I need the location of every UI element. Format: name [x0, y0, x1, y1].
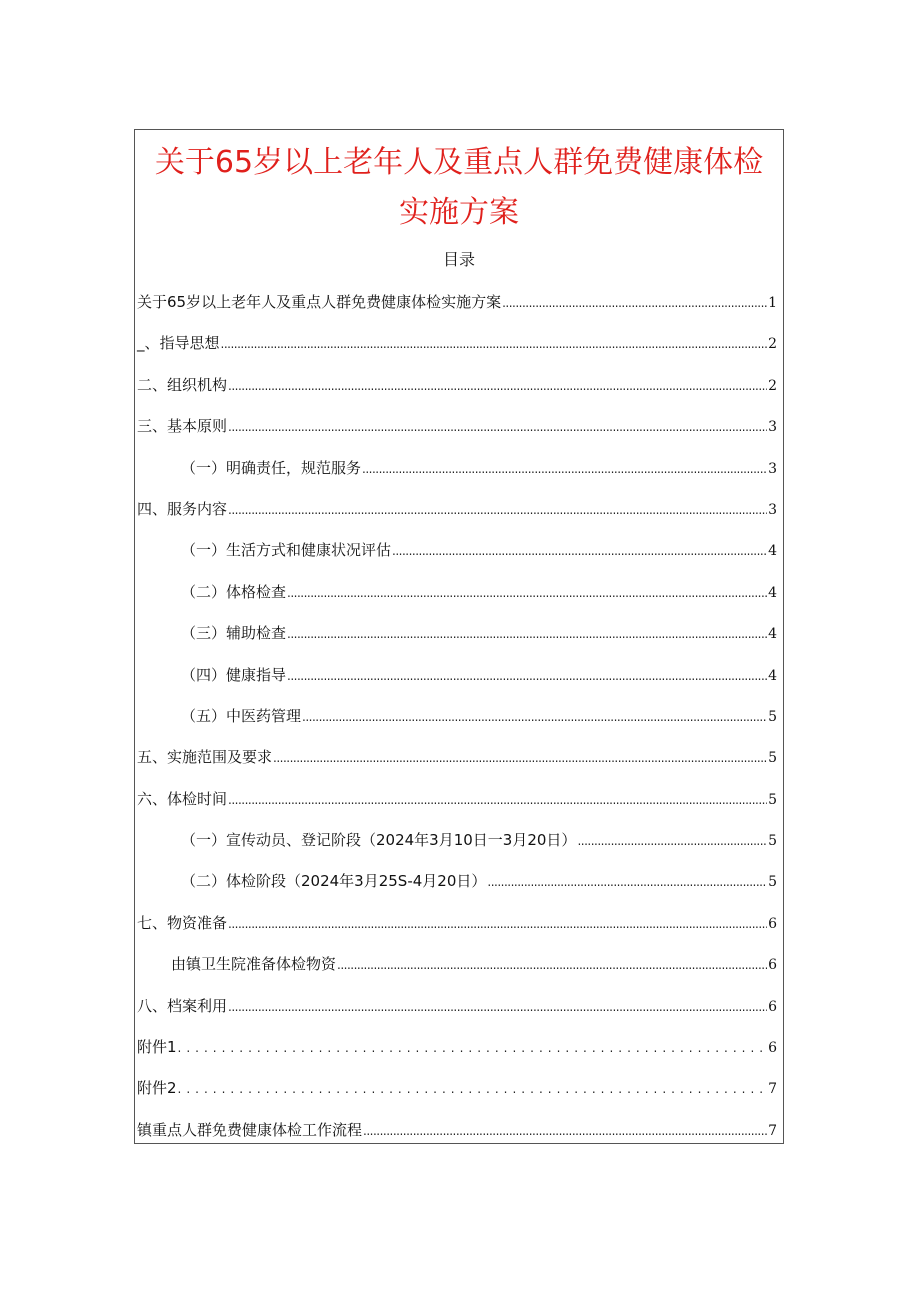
toc-entry-page: 5	[768, 708, 777, 725]
toc-entry-text: 七、物资准备	[137, 913, 228, 932]
toc-entry-text: （三）辅助检查	[181, 624, 287, 643]
toc-entry-text: 三、基本原则	[137, 417, 228, 436]
toc-entry-text: （二）体格检查	[181, 582, 287, 601]
toc-entry-page: 5	[768, 874, 777, 891]
title-line-2: 实施方案	[399, 195, 519, 230]
toc-entry-page: 5	[768, 750, 777, 767]
toc-entry-text: 关于65岁以上老年人及重点人群免费健康体检实施方案	[137, 293, 502, 311]
toc-subentry[interactable]	[135, 458, 783, 499]
toc-entry[interactable]	[135, 333, 783, 374]
toc-subentry[interactable]	[135, 540, 783, 581]
toc-entry-page: 7	[768, 1122, 777, 1139]
toc-entry-page: 3	[768, 419, 777, 436]
toc-entry[interactable]	[135, 996, 783, 1037]
toc-subentry[interactable]	[135, 623, 783, 664]
toc-dot-leader	[273, 748, 767, 768]
toc-entry[interactable]	[135, 1078, 783, 1119]
toc-entry[interactable]	[135, 375, 783, 416]
toc-entry-text: 八、档案利用	[137, 996, 228, 1015]
table-of-contents	[135, 292, 783, 1161]
toc-dot-leader	[178, 1079, 768, 1099]
toc-entry-page: 4	[768, 543, 777, 560]
toc-entry-page: 6	[768, 915, 777, 932]
title-line-1: 关于65岁以上老年人及重点人群免费健康体检	[154, 145, 764, 180]
toc-entry-page: 6	[768, 957, 777, 974]
toc-entry-page: 3	[768, 460, 777, 477]
document-title	[135, 138, 783, 238]
toc-entry-page: 6	[768, 1040, 777, 1057]
toc-entry-text: 二、组织机构	[137, 375, 228, 394]
toc-dot-leader	[228, 417, 767, 437]
toc-entry-text: （二）体检阶段（2024年3月25S-4月20日）	[181, 872, 487, 891]
toc-entry-page: 2	[768, 377, 777, 394]
toc-entry-page: 7	[768, 1081, 777, 1098]
toc-entry-text: （一）生活方式和健康状况评估	[181, 541, 392, 560]
toc-entry-page: 6	[768, 998, 777, 1015]
toc-entry-text: （四）健康指导	[181, 665, 287, 684]
toc-dot-leader	[392, 541, 767, 561]
toc-entry-text: 六、体检时间	[137, 789, 228, 808]
toc-entry-page: 4	[768, 626, 777, 643]
toc-dot-leader	[502, 293, 767, 313]
toc-entry-text: 四、服务内容	[137, 499, 228, 518]
toc-dot-leader	[287, 624, 767, 644]
toc-dot-leader	[337, 955, 767, 975]
toc-entry-page: 4	[768, 667, 777, 684]
toc-dot-leader	[577, 831, 767, 851]
toc-entry-text: （一）宣传动员、登记阶段（2024年3月10日一3月20日）	[181, 831, 577, 850]
toc-dot-leader	[363, 1121, 767, 1141]
toc-entry-text: 镇重点人群免费健康体检工作流程	[137, 1120, 363, 1139]
toc-entry-text: _、指导思想	[137, 334, 220, 353]
toc-entry-page: 2	[768, 336, 777, 353]
toc-entry-page: 5	[768, 833, 777, 850]
toc-entry[interactable]	[135, 1120, 783, 1161]
toc-entry-text: （五）中医药管理	[181, 706, 302, 725]
toc-entry-text: 附件1	[137, 1038, 177, 1057]
toc-entry[interactable]	[135, 416, 783, 457]
toc-entry-text: 附件2	[137, 1079, 177, 1098]
toc-entry-text: 由镇卫生院准备体检物资	[171, 955, 337, 974]
toc-entry-page: 4	[768, 584, 777, 601]
toc-dot-leader	[228, 500, 767, 520]
toc-entry-page: 5	[768, 791, 777, 808]
toc-dot-leader	[228, 790, 767, 810]
toc-heading: 目录	[442, 250, 475, 269]
toc-subentry[interactable]	[135, 871, 783, 912]
toc-dot-leader	[228, 376, 767, 396]
toc-subentry[interactable]	[135, 830, 783, 871]
toc-subentry[interactable]	[135, 582, 783, 623]
toc-subentry[interactable]	[135, 706, 783, 747]
toc-dot-leader	[178, 1038, 768, 1058]
toc-entry[interactable]	[135, 789, 783, 830]
document-page	[134, 129, 784, 1144]
toc-entry[interactable]	[135, 913, 783, 954]
toc-dot-leader	[302, 707, 767, 727]
toc-entry[interactable]	[135, 1037, 783, 1078]
toc-entry-text: 五、实施范围及要求	[137, 748, 273, 767]
toc-dot-leader	[487, 872, 767, 892]
toc-entry[interactable]	[135, 292, 783, 333]
toc-entry-page: 1	[768, 295, 777, 311]
toc-entry-page: 3	[768, 501, 777, 518]
toc-dot-leader	[362, 459, 767, 479]
toc-dot-leader	[228, 914, 767, 934]
toc-subentry[interactable]	[135, 954, 783, 995]
toc-entry[interactable]	[135, 499, 783, 540]
toc-entry[interactable]	[135, 747, 783, 788]
toc-dot-leader	[287, 666, 767, 686]
toc-entry-text: （一）明确责任，规范服务	[181, 458, 362, 477]
toc-dot-leader	[287, 583, 767, 603]
toc-dot-leader	[221, 334, 768, 354]
toc-dot-leader	[228, 997, 767, 1017]
toc-subentry[interactable]	[135, 665, 783, 706]
